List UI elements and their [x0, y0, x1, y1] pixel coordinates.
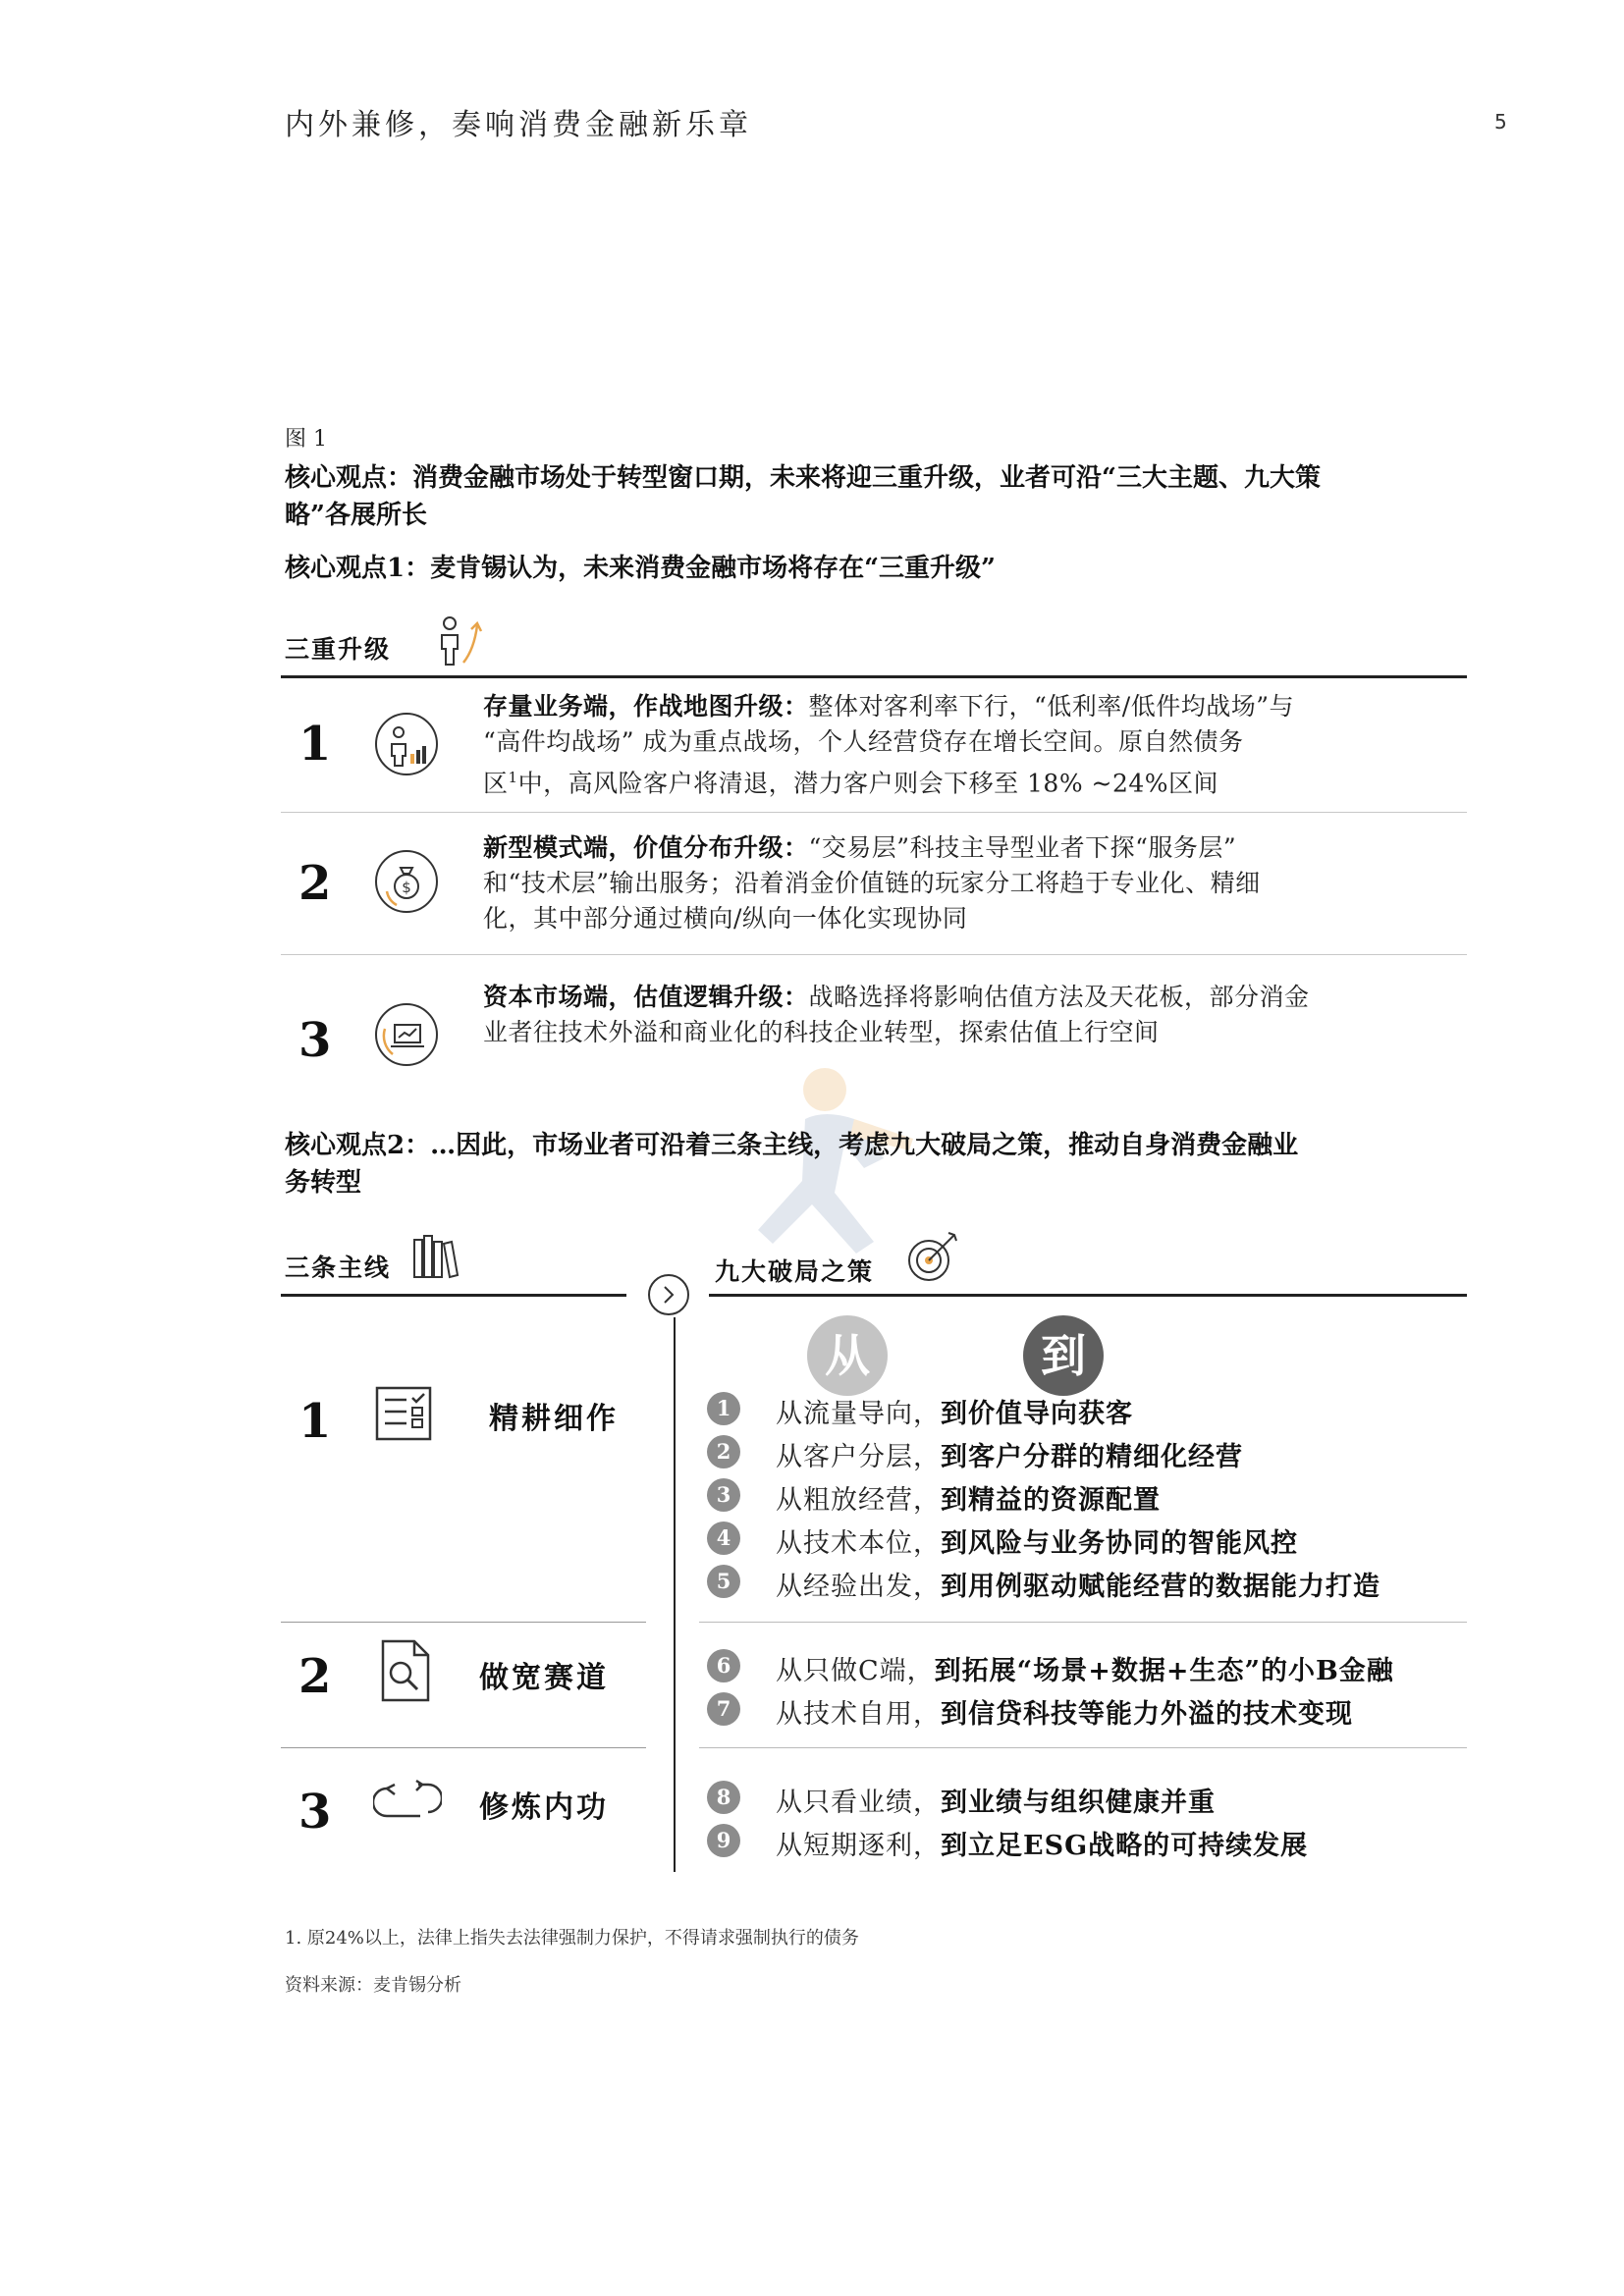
strategy-3-from: 从粗放经营， — [776, 1485, 941, 1516]
strategy-8-from: 从只看业绩， — [776, 1788, 941, 1818]
customer-bars-icon — [375, 713, 438, 775]
laptop-chart-icon — [375, 1003, 438, 1066]
source-note: 资料来源：麦肯锡分析 — [285, 1975, 461, 1996]
core-view-line2: 略”各展所长 — [285, 501, 427, 530]
strategy-1-to: 到价值导向获客 — [941, 1399, 1133, 1429]
strategy-7-to: 到信贷科技等能力外溢的技术变现 — [941, 1699, 1353, 1730]
mainline-2-number: 2 — [298, 1649, 332, 1704]
upgrade-3-line1: 战略选择将影响估值方法及天花板，部分消金 — [808, 983, 1310, 1011]
target-icon — [903, 1227, 962, 1286]
mainline-1-number: 1 — [298, 1394, 332, 1449]
upgrade-2-line1: “交易层”科技主导型业者下探“服务层” — [808, 833, 1237, 862]
core-view-2-line1: 核心观点2：…因此，市场业者可沿着三条主线，考虑九大破局之策，推动自身消费金融业 — [285, 1131, 1299, 1160]
strategy-1-from: 从流量导向， — [776, 1399, 941, 1429]
to-badge: 到 — [1023, 1315, 1104, 1396]
upgrade-3-number: 3 — [298, 1013, 332, 1068]
upgrade-1-line2: “高件均战场” 成为重点战场，个人经营贷存在增长空间。原自然债务 — [483, 727, 1244, 756]
from-badge: 从 — [807, 1315, 888, 1396]
upgrade-3-title: 资本市场端，估值逻辑升级： — [483, 983, 809, 1011]
svg-text:$: $ — [402, 879, 411, 896]
vertical-divider — [674, 1317, 676, 1872]
strategy-8-number: 8 — [707, 1781, 740, 1814]
strategies-section-title: 九大破局之策 — [715, 1257, 875, 1286]
upgrade-1-text — [483, 689, 1465, 801]
money-bag-icon — [375, 850, 438, 913]
strategy-4-from: 从技术本位， — [776, 1528, 941, 1559]
core-view-line1: 核心观点：消费金融市场处于转型窗口期，未来将迎三重升级，业者可沿“三大主题、九大策 — [285, 463, 1321, 493]
upgrade-3-text — [483, 980, 1465, 1050]
mainline-1-name: 精耕细作 — [489, 1402, 619, 1436]
header-title: 内外兼修，奏响消费金融新乐章 — [285, 108, 752, 142]
strategy-4-number: 4 — [707, 1522, 740, 1555]
strategy-3-to: 到精益的资源配置 — [941, 1485, 1161, 1516]
strategy-2-from: 从客户分层， — [776, 1442, 941, 1472]
strategy-4-to: 到风险与业务协同的智能风控 — [941, 1528, 1298, 1559]
figure-label: 图 1 — [285, 427, 327, 452]
upgrade-2-line2: 和“技术层”输出服务；沿着消金价值链的玩家分工将趋于专业化、精细 — [483, 869, 1261, 897]
mainlines-section-title: 三条主线 — [285, 1254, 392, 1282]
strategy-7-number: 7 — [707, 1692, 740, 1726]
chevron-right-icon — [648, 1274, 689, 1315]
strategy-6-to: 到拓展“场景+数据+生态”的小B金融 — [934, 1656, 1394, 1686]
strategy-9-number: 9 — [707, 1824, 740, 1857]
upgrade-2-title: 新型模式端，价值分布升级： — [483, 833, 809, 862]
checklist-icon — [373, 1384, 434, 1443]
books-icon — [412, 1232, 460, 1281]
mainline-3-number: 3 — [298, 1785, 332, 1840]
upgrades-section-title: 三重升级 — [285, 635, 392, 664]
footnote-ref: 1 — [508, 769, 518, 786]
strategy-8-to: 到业绩与组织健康并重 — [941, 1788, 1216, 1818]
strategy-3-number: 3 — [707, 1478, 740, 1512]
strategy-1-number: 1 — [707, 1392, 740, 1425]
upgrade-1-line3a: 区 — [483, 769, 509, 798]
cycle-arrows-icon — [373, 1779, 442, 1822]
strategy-5-from: 从经验出发， — [776, 1572, 941, 1602]
strategy-5-number: 5 — [707, 1565, 740, 1598]
upgrade-2-number: 2 — [298, 856, 332, 911]
strategy-5-to: 到用例驱动赋能经营的数据能力打造 — [941, 1572, 1380, 1602]
page-number: 5 — [1494, 110, 1507, 133]
strategy-6-from: 从只做C端， — [776, 1656, 935, 1686]
mainline-2-name: 做宽赛道 — [479, 1661, 609, 1695]
strategy-2-number: 2 — [707, 1435, 740, 1468]
upgrade-2-text — [483, 830, 1465, 936]
strategy-6-number: 6 — [707, 1649, 740, 1682]
upgrade-1-number: 1 — [298, 717, 332, 772]
upgrade-3-line2: 业者往技术外溢和商业化的科技企业转型，探索估值上行空间 — [483, 1018, 1160, 1046]
core-view-2-line2: 务转型 — [285, 1168, 362, 1198]
upgrade-1-title: 存量业务端，作战地图升级： — [483, 692, 809, 721]
growth-person-icon — [432, 614, 487, 668]
strategy-7-from: 从技术自用， — [776, 1699, 941, 1730]
strategy-2-to: 到客户分群的精细化经营 — [941, 1442, 1243, 1472]
upgrade-2-line3: 化，其中部分通过横向/纵向一体化实现协同 — [483, 904, 968, 933]
footnote-1: 1. 原24%以上，法律上指失去法律强制力保护，不得请求强制执行的债务 — [285, 1928, 859, 1949]
core-view-1: 核心观点1：麦肯锡认为，未来消费金融市场将存在“三重升级” — [285, 554, 997, 583]
document-search-icon — [377, 1637, 436, 1704]
upgrade-1-line1: 整体对客利率下行，“低利率/低件均战场”与 — [808, 692, 1295, 721]
strategy-9-from: 从短期逐利， — [776, 1831, 941, 1861]
mainline-3-name: 修炼内功 — [479, 1790, 609, 1825]
strategy-9-to: 到立足ESG战略的可持续发展 — [941, 1831, 1309, 1861]
upgrade-1-line3b: 中，高风险客户将清退，潜力客户则会下移至 18% ~24%区间 — [517, 769, 1219, 798]
